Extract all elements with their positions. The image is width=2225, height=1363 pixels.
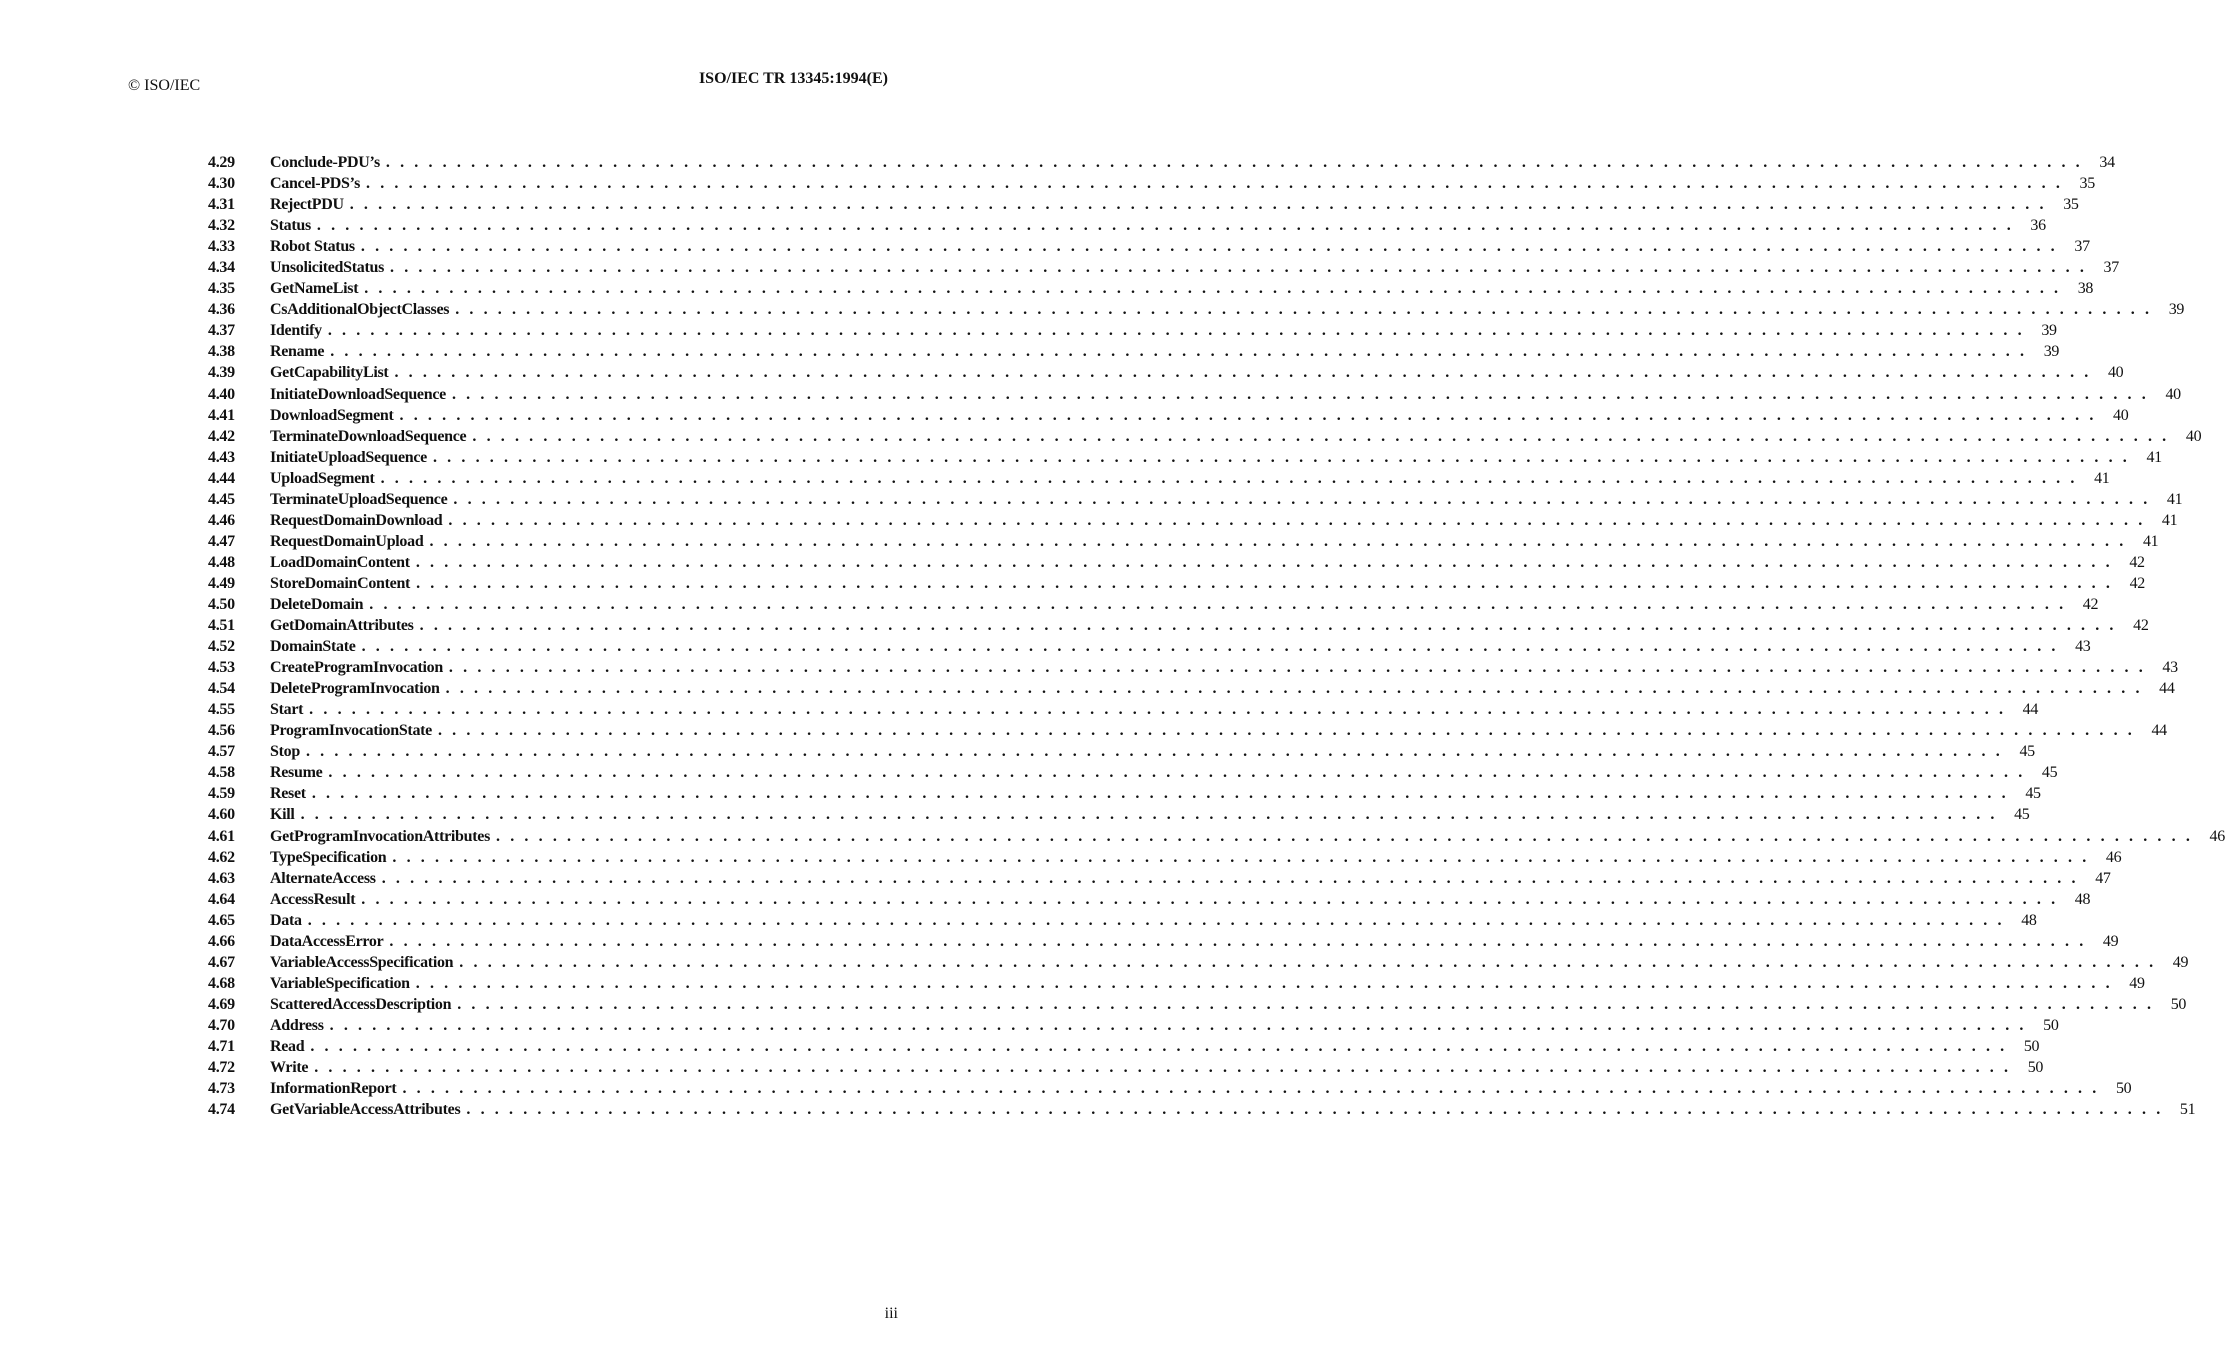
toc-entry-title: RequestDomainDownload	[270, 511, 443, 529]
toc-dot-leader: . . . . . . . . . . . . . . . . . . . . . . . . . . . . . . . . . . . . . . . . . . . . . . . . . . . . . . . . . . . . . . . . . . . . . . . . . . . . . . . . . . . . . . . . . . . . . . . . . . . . . . . . . . . . . . . . . . . . . . . .	[437, 722, 2135, 740]
toc-entry-number: 4.52	[208, 638, 235, 656]
toc-entry[interactable]	[208, 701, 2039, 722]
toc-entry[interactable]	[208, 364, 2124, 385]
toc-entry-title: Resume	[270, 764, 323, 782]
toc-dot-leader: . . . . . . . . . . . . . . . . . . . . . . . . . . . . . . . . . . . . . . . . . . . . . . . . . . . . . . . . . . . . . . . . . . . . . . . . . . . . . . . . . . . . . . . . . . . . . . . . . . . . . . . . . . . . . . . . . . . . . . . .	[305, 743, 2003, 761]
toc-entry-page: 35	[2063, 196, 2079, 214]
toc-entry[interactable]	[208, 848, 2122, 870]
toc-entry-title: StoreDomainContent	[270, 574, 411, 592]
toc-entry-number: 4.36	[208, 301, 235, 319]
toc-dot-leader: . . . . . . . . . . . . . . . . . . . . . . . . . . . . . . . . . . . . . . . . . . . . . . . . . . . . . . . . . . . . . . . . . . . . . . . . . . . . . . . . . . . . . . . . . . . . . . . . . . . . . . . . . . . . . . . . . . . . . . . .	[369, 595, 2067, 613]
toc-dot-leader: . . . . . . . . . . . . . . . . . . . . . . . . . . . . . . . . . . . . . . . . . . . . . . . . . . . . . . . . . . . . . . . . . . . . . . . . . . . . . . . . . . . . . . . . . . . . . . . . . . . . . . . . . . . . . . . . . . . . . . . .	[472, 427, 2170, 445]
toc-entry[interactable]	[208, 743, 2035, 764]
toc-entry-title: InitiateDownloadSequence	[270, 385, 446, 403]
toc-entry[interactable]	[208, 469, 2110, 491]
toc-entry-page: 46	[2105, 848, 2122, 866]
toc-entry-number: 4.54	[208, 680, 235, 698]
toc-entry-title: Start	[270, 701, 304, 719]
toc-entry-page: 40	[2165, 385, 2181, 403]
toc-dot-leader: . . . . . . . . . . . . . . . . . . . . . . . . . . . . . . . . . . . . . . . . . . . . . . . . . . . . . . . . . . . . . . . . . . . . . . . . . . . . . . . . . . . . . . . . . . . . . . . . . . . . . . . . . . . . . . . . . . . . . . . .	[429, 532, 2127, 550]
toc-entry-page: 43	[2075, 638, 2091, 656]
toc-entry-page: 42	[2129, 574, 2145, 592]
toc-dot-leader: . . . . . . . . . . . . . . . . . . . . . . . . . . . . . . . . . . . . . . . . . . . . . . . . . . . . . . . . . . . . . . . . . . . . . . . . . . . . . . . . . . . . . . . . . . . . . . . . . . . . . . . . . . . . . . . . . . . . . . . .	[380, 469, 2078, 487]
toc-entry-page: 44	[2151, 722, 2167, 740]
toc-entry[interactable]	[208, 280, 2094, 301]
toc-entry-page: 41	[2161, 511, 2178, 529]
toc-entry-page: 43	[2162, 659, 2178, 677]
header-copyright: © ISO/IEC	[128, 77, 201, 94]
toc-entry-page: 50	[2115, 1080, 2132, 1098]
toc-entry[interactable]	[208, 343, 2060, 364]
toc-entry-title: Reset	[270, 785, 306, 803]
toc-dot-leader: . . . . . . . . . . . . . . . . . . . . . . . . . . . . . . . . . . . . . . . . . . . . . . . . . . . . . . . . . . . . . . . . . . . . . . . . . . . . . . . . . . . . . . . . . . . . . . . . . . . . . . . . . . . . . . . . . . . . . . . .	[314, 1059, 2012, 1077]
toc-dot-leader: . . . . . . . . . . . . . . . . . . . . . . . . . . . . . . . . . . . . . . . . . . . . . . . . . . . . . . . . . . . . . . . . . . . . . . . . . . . . . . . . . . . . . . . . . . . . . . . . . . . . . . . . . . . . . . . . . . . . . . . .	[390, 259, 2087, 277]
toc-dot-leader: . . . . . . . . . . . . . . . . . . . . . . . . . . . . . . . . . . . . . . . . . . . . . . . . . . . . . . . . . . . . . . . . . . . . . . . . . . . . . . . . . . . . . . . . . . . . . . . . . . . . . . . . . . . . . . . . . . . . . . . .	[311, 785, 2009, 803]
toc-dot-leader: . . . . . . . . . . . . . . . . . . . . . . . . . . . . . . . . . . . . . . . . . . . . . . . . . . . . . . . . . . . . . . . . . . . . . . . . . . . . . . . . . . . . . . . . . . . . . . . . . . . . . . . . . . . . . . . . . . . . . . . .	[451, 385, 2149, 403]
toc-entry-number: 4.60	[208, 806, 235, 824]
toc-entry-number: 4.73	[208, 1080, 235, 1098]
toc-entry-title: RequestDomainUpload	[270, 532, 424, 550]
toc-entry-title: UnsolicitedStatus	[270, 259, 385, 277]
toc-entry-number: 4.70	[208, 1016, 235, 1034]
toc-entry-title: Address	[270, 1016, 324, 1034]
toc-entry[interactable]	[208, 175, 2095, 196]
toc-entry-page: 49	[2172, 953, 2189, 971]
toc-entry-number: 4.65	[208, 911, 235, 929]
toc-entry-page: 50	[2023, 1037, 2040, 1055]
toc-entry-number: 4.47	[208, 532, 235, 550]
toc-entry-number: 4.39	[208, 364, 235, 382]
toc-dot-leader: . . . . . . . . . . . . . . . . . . . . . . . . . . . . . . . . . . . . . . . . . . . . . . . . . . . . . . . . . . . . . . . . . . . . . . . . . . . . . . . . . . . . . . . . . . . . . . . . . . . . . . . . . . . . . . . . . . . . . . . .	[360, 238, 2058, 256]
toc-entry-page: 47	[2095, 869, 2111, 887]
toc-entry[interactable]	[208, 1101, 2196, 1122]
toc-entry-page: 40	[2107, 364, 2124, 382]
toc-dot-leader: . . . . . . . . . . . . . . . . . . . . . . . . . . . . . . . . . . . . . . . . . . . . . . . . . . . . . . . . . . . . . . . . . . . . . . . . . . . . . . . . . . . . . . . . . . . . . . . . . . . . . . . . . . . . . . . . . . . . . . . .	[445, 680, 2143, 698]
toc-entry-title: Write	[270, 1059, 309, 1077]
toc-dot-leader: . . . . . . . . . . . . . . . . . . . . . . . . . . . . . . . . . . . . . . . . . . . . . . . . . . . . . . . . . . . . . . . . . . . . . . . . . . . . . . . . . . . . . . . . . . . . . . . . . . . . . . . . . . . . . . . . . . . . . . . .	[432, 448, 2130, 466]
toc-dot-leader: . . . . . . . . . . . . . . . . . . . . . . . . . . . . . . . . . . . . . . . . . . . . . . . . . . . . . . . . . . . . . . . . . . . . . . . . . . . . . . . . . . . . . . . . . . . . . . . . . . . . . . . . . . . . . . . . . . . . . . . .	[453, 490, 2151, 508]
toc-entry-page: 42	[2082, 595, 2099, 613]
toc-entry-title: GetCapabilityList	[270, 364, 389, 382]
toc-entry-page: 36	[2030, 217, 2046, 235]
toc-entry-number: 4.63	[208, 869, 235, 887]
toc-entry[interactable]	[208, 1037, 2040, 1059]
toc-entry-title: Read	[270, 1037, 305, 1055]
toc-entry-number: 4.31	[208, 196, 235, 214]
toc-entry-title: DomainState	[270, 638, 356, 656]
toc-entry[interactable]	[208, 827, 2225, 849]
header-standard-id: ISO/IEC TR 13345:1994(E)	[698, 70, 888, 87]
toc-dot-leader: . . . . . . . . . . . . . . . . . . . . . . . . . . . . . . . . . . . . . . . . . . . . . . . . . . . . . . . . . . . . . . . . . . . . . . . . . . . . . . . . . . . . . . . . . . . . . . . . . . . . . . . . . . . . . . . . . . . . . . . .	[459, 953, 2157, 971]
toc-entry-number: 4.72	[208, 1059, 235, 1077]
toc-entry[interactable]	[208, 638, 2091, 659]
toc-entry-title: DownloadSegment	[270, 406, 394, 424]
toc-entry-page: 42	[2129, 553, 2145, 571]
toc-entry-title: AlternateAccess	[270, 869, 376, 887]
toc-entry-title: TypeSpecification	[270, 848, 387, 866]
toc-dot-leader: . . . . . . . . . . . . . . . . . . . . . . . . . . . . . . . . . . . . . . . . . . . . . . . . . . . . . . . . . . . . . . . . . . . . . . . . . . . . . . . . . . . . . . . . . . . . . . . . . . . . . . . . . . . . . . . . . . . . . . . .	[448, 659, 2146, 677]
toc-dot-leader: . . . . . . . . . . . . . . . . . . . . . . . . . . . . . . . . . . . . . . . . . . . . . . . . . . . . . . . . . . . . . . . . . . . . . . . . . . . . . . . . . . . . . . . . . . . . . . . . . . . . . . . . . . . . . . . . . . . . . . . .	[364, 280, 2062, 298]
toc-dot-leader: . . . . . . . . . . . . . . . . . . . . . . . . . . . . . . . . . . . . . . . . . . . . . . . . . . . . . . . . . . . . . . . . . . . . . . . . . . . . . . . . . . . . . . . . . . . . . . . . . . . . . . . . . . . . . . . . . . . . . . . .	[415, 553, 2113, 571]
toc-entry[interactable]	[208, 911, 2037, 933]
toc-entry-number: 4.57	[208, 743, 235, 761]
toc-entry-title: GetDomainAttributes	[270, 617, 414, 635]
toc-dot-leader: . . . . . . . . . . . . . . . . . . . . . . . . . . . . . . . . . . . . . . . . . . . . . . . . . . . . . . . . . . . . . . . . . . . . . . . . . . . . . . . . . . . . . . . . . . . . . . . . . . . . . . . . . . . . . . . . . . . . . . . .	[361, 890, 2059, 908]
toc-entry-title: LoadDomainContent	[270, 553, 410, 571]
toc-entry-number: 4.71	[208, 1037, 235, 1055]
toc-dot-leader: . . . . . . . . . . . . . . . . . . . . . . . . . . . . . . . . . . . . . . . . . . . . . . . . . . . . . . . . . . . . . . . . . . . . . . . . . . . . . . . . . . . . . . . . . . . . . . . . . . . . . . . . . . . . . . . . . . . . . . . .	[327, 322, 2025, 340]
toc-entry-page: 46	[2209, 827, 2225, 845]
toc-dot-leader: . . . . . . . . . . . . . . . . . . . . . . . . . . . . . . . . . . . . . . . . . . . . . . . . . . . . . . . . . . . . . . . . . . . . . . . . . . . . . . . . . . . . . . . . . . . . . . . . . . . . . . . . . . . . . . . . . . . . . . . .	[415, 974, 2113, 992]
toc-entry-number: 4.42	[208, 427, 235, 445]
toc-entry-page: 48	[2074, 890, 2091, 908]
toc-entry-page: 45	[2014, 806, 2030, 824]
toc-entry-number: 4.46	[208, 511, 235, 529]
toc-entry-page: 35	[2079, 175, 2095, 193]
toc-entry-title: Identify	[270, 322, 322, 340]
toc-entry-page: 49	[2102, 932, 2119, 950]
toc-entry[interactable]	[208, 595, 2099, 617]
toc-entry-page: 40	[2185, 427, 2202, 445]
toc-dot-leader: . . . . . . . . . . . . . . . . . . . . . . . . . . . . . . . . . . . . . . . . . . . . . . . . . . . . . . . . . . . . . . . . . . . . . . . . . . . . . . . . . . . . . . . . . . . . . . . . . . . . . . . . . . . . . . . . . . . . . . . .	[309, 701, 2007, 719]
toc-dot-leader: . . . . . . . . . . . . . . . . . . . . . . . . . . . . . . . . . . . . . . . . . . . . . . . . . . . . . . . . . . . . . . . . . . . . . . . . . . . . . . . . . . . . . . . . . . . . . . . . . . . . . . . . . . . . . . . . . . . . . . . .	[399, 406, 2097, 424]
toc-entry-page: 44	[2159, 680, 2175, 698]
toc-dot-leader: . . . . . . . . . . . . . . . . . . . . . . . . . . . . . . . . . . . . . . . . . . . . . . . . . . . . . . . . . . . . . . . . . . . . . . . . . . . . . . . . . . . . . . . . . . . . . . . . . . . . . . . . . . . . . . . . . . . . . . . .	[466, 1101, 2164, 1119]
toc-entry-page: 37	[2103, 259, 2119, 277]
toc-entry-title: Conclude-PDU’s	[270, 154, 380, 171]
toc-entry[interactable]	[208, 1080, 2132, 1101]
toc-entry-title: Data	[270, 911, 302, 929]
toc-entry-number: 4.62	[208, 848, 235, 866]
toc-dot-leader: . . . . . . . . . . . . . . . . . . . . . . . . . . . . . . . . . . . . . . . . . . . . . . . . . . . . . . . . . . . . . . . . . . . . . . . . . . . . . . . . . . . . . . . . . . . . . . . . . . . . . . . . . . . . . . . . . . . . . . . .	[307, 911, 2005, 929]
toc-dot-leader: . . . . . . . . . . . . . . . . . . . . . . . . . . . . . . . . . . . . . . . . . . . . . . . . . . . . . . . . . . . . . . . . . . . . . . . . . . . . . . . . . . . . . . . . . . . . . . . . . . . . . . . . . . . . . . . . . . . . . . . .	[366, 175, 2063, 193]
toc-entry-title: DeleteDomain	[270, 595, 364, 613]
toc-dot-leader: . . . . . . . . . . . . . . . . . . . . . . . . . . . . . . . . . . . . . . . . . . . . . . . . . . . . . . . . . . . . . . . . . . . . . . . . . . . . . . . . . . . . . . . . . . . . . . . . . . . . . . . . . . . . . . . . . . . . . . . .	[349, 196, 2047, 214]
toc-entry-number: 4.48	[208, 553, 235, 571]
toc-entry-title: InformationReport	[270, 1080, 397, 1098]
toc-entry[interactable]	[208, 617, 2149, 638]
toc-entry-page: 45	[2041, 764, 2058, 782]
toc-entry-page: 50	[2027, 1059, 2044, 1077]
toc-entry-title: CsAdditionalObjectClasses	[270, 301, 450, 319]
toc-entry-title: Rename	[270, 343, 325, 361]
toc-entry[interactable]	[208, 259, 2119, 280]
toc-entry-title: InitiateUploadSequence	[270, 448, 427, 466]
toc-entry-number: 4.44	[208, 469, 235, 487]
toc-entry-page: 45	[2019, 743, 2035, 761]
toc-entry-number: 4.32	[208, 217, 235, 235]
toc-entry-number: 4.56	[208, 722, 235, 740]
toc-entry[interactable]	[208, 574, 2145, 596]
toc-entry[interactable]	[208, 659, 2178, 680]
toc-entry-number: 4.68	[208, 974, 235, 992]
toc-dot-leader: . . . . . . . . . . . . . . . . . . . . . . . . . . . . . . . . . . . . . . . . . . . . . . . . . . . . . . . . . . . . . . . . . . . . . . . . . . . . . . . . . . . . . . . . . . . . . . . . . . . . . . . . . . . . . . . . . . . . . . . .	[328, 764, 2026, 782]
toc-entry-title: ProgramInvocationState	[270, 722, 432, 740]
toc-entry[interactable]	[208, 722, 2167, 743]
toc-entry[interactable]	[208, 680, 2175, 701]
toc-entry[interactable]	[208, 238, 2090, 259]
toc-entry-page: 49	[2129, 974, 2145, 992]
toc-entry[interactable]	[208, 806, 2030, 827]
toc-entry-page: 39	[2168, 301, 2185, 319]
toc-entry-number: 4.30	[208, 175, 235, 193]
toc-dot-leader: . . . . . . . . . . . . . . . . . . . . . . . . . . . . . . . . . . . . . . . . . . . . . . . . . . . . . . . . . . . . . . . . . . . . . . . . . . . . . . . . . . . . . . . . . . . . . . . . . . . . . . . . . . . . . . . . . . . . . . . .	[496, 827, 2193, 845]
toc-entry-title: ScatteredAccessDescription	[270, 995, 452, 1013]
toc-entry-title: CreateProgramInvocation	[270, 659, 443, 677]
toc-entry[interactable]	[208, 869, 2111, 891]
toc-entry[interactable]	[208, 532, 2159, 554]
toc-entry[interactable]	[208, 553, 2145, 575]
toc-entry[interactable]	[208, 890, 2091, 912]
toc-entry-title: GetVariableAccessAttributes	[270, 1101, 461, 1119]
toc-dot-leader: . . . . . . . . . . . . . . . . . . . . . . . . . . . . . . . . . . . . . . . . . . . . . . . . . . . . . . . . . . . . . . . . . . . . . . . . . . . . . . . . . . . . . . . . . . . . . . . . . . . . . . . . . . . . . . . . . . . . . . . .	[448, 511, 2146, 529]
toc-entry-number: 4.41	[208, 406, 235, 424]
toc-dot-leader: . . . . . . . . . . . . . . . . . . . . . . . . . . . . . . . . . . . . . . . . . . . . . . . . . . . . . . . . . . . . . . . . . . . . . . . . . . . . . . . . . . . . . . . . . . . . . . . . . . . . . . . . . . . . . . . . . . . . . . . .	[419, 617, 2117, 635]
toc-entry-title: UploadSegment	[270, 469, 375, 487]
toc-entry[interactable]	[208, 974, 2145, 996]
page-number: iii	[884, 1305, 898, 1322]
toc-entry-number: 4.43	[208, 448, 235, 466]
toc-entry[interactable]	[208, 764, 2058, 785]
toc-entry-page: 44	[2022, 701, 2039, 719]
toc-entry-page: 39	[2041, 322, 2057, 340]
toc-dot-leader: . . . . . . . . . . . . . . . . . . . . . . . . . . . . . . . . . . . . . . . . . . . . . . . . . . . . . . . . . . . . . . . . . . . . . . . . . . . . . . . . . . . . . . . . . . . . . . . . . . . . . . . . . . . . . . . . . . . . . . . .	[457, 995, 2155, 1013]
toc-entry-title: Stop	[270, 743, 300, 761]
toc-entry[interactable]	[208, 1016, 2059, 1038]
toc-entry-number: 4.55	[208, 701, 235, 719]
toc-entry-number: 4.40	[208, 385, 235, 403]
toc-entry[interactable]	[208, 301, 2185, 322]
toc-dot-leader: . . . . . . . . . . . . . . . . . . . . . . . . . . . . . . . . . . . . . . . . . . . . . . . . . . . . . . . . . . . . . . . . . . . . . . . . . . . . . . . . . . . . . . . . . . . . . . . . . . . . . . . . . . . . . . . . . . . . . . . .	[455, 301, 2153, 319]
toc-entry-page: 51	[2179, 1101, 2196, 1119]
toc-dot-leader: . . . . . . . . . . . . . . . . . . . . . . . . . . . . . . . . . . . . . . . . . . . . . . . . . . . . . . . . . . . . . . . . . . . . . . . . . . . . . . . . . . . . . . . . . . . . . . . . . . . . . . . . . . . . . . . . . . . . . . . .	[300, 806, 1998, 824]
toc-entry-title: TerminateUploadSequence	[270, 490, 448, 508]
toc-entry-page: 40	[2113, 406, 2129, 424]
toc-dot-leader: . . . . . . . . . . . . . . . . . . . . . . . . . . . . . . . . . . . . . . . . . . . . . . . . . . . . . . . . . . . . . . . . . . . . . . . . . . . . . . . . . . . . . . . . . . . . . . . . . . . . . . . . . . . . . . . . . . . . . . . .	[381, 869, 2079, 887]
toc-entry-number: 4.69	[208, 995, 235, 1013]
toc-entry-number: 4.37	[208, 322, 235, 340]
toc-dot-leader: . . . . . . . . . . . . . . . . . . . . . . . . . . . . . . . . . . . . . . . . . . . . . . . . . . . . . . . . . . . . . . . . . . . . . . . . . . . . . . . . . . . . . . . . . . . . . . . . . . . . . . . . . . . . . . . . . . . . . . . .	[329, 1016, 2027, 1034]
toc-dot-leader: . . . . . . . . . . . . . . . . . . . . . . . . . . . . . . . . . . . . . . . . . . . . . . . . . . . . . . . . . . . . . . . . . . . . . . . . . . . . . . . . . . . . . . . . . . . . . . . . . . . . . . . . . . . . . . . . . . . . . . . .	[310, 1037, 2008, 1055]
toc-entry-page: 39	[2043, 343, 2060, 361]
toc-dot-leader: . . . . . . . . . . . . . . . . . . . . . . . . . . . . . . . . . . . . . . . . . . . . . . . . . . . . . . . . . . . . . . . . . . . . . . . . . . . . . . . . . . . . . . . . . . . . . . . . . . . . . . . . . . . . . . . . . . . . . . . .	[316, 217, 2014, 235]
toc-entry-page: 50	[2043, 1016, 2059, 1034]
toc-entry-number: 4.34	[208, 259, 235, 277]
toc-entry[interactable]	[208, 406, 2129, 428]
toc-entry-number: 4.50	[208, 595, 235, 613]
toc-entry[interactable]	[208, 385, 2181, 407]
toc-entry-title: Cancel-PDS’s	[270, 175, 361, 193]
toc-entry-title: TerminateDownloadSequence	[270, 427, 467, 445]
toc-entry[interactable]	[208, 154, 2115, 175]
toc-entry-title: GetProgramInvocationAttributes	[270, 827, 491, 845]
toc-entry-number: 4.74	[208, 1101, 235, 1119]
toc-entry-number: 4.61	[208, 827, 235, 845]
toc-entry-number: 4.64	[208, 890, 235, 908]
toc-entry-number: 4.59	[208, 785, 235, 803]
toc-entry[interactable]	[208, 217, 2046, 238]
toc-entry-title: VariableSpecification	[270, 974, 410, 992]
toc-entry-title: Robot Status	[270, 238, 355, 256]
toc-entry-number: 4.35	[208, 280, 235, 298]
toc-entry-number: 4.49	[208, 574, 235, 592]
toc-entry-page: 42	[2133, 617, 2149, 635]
toc-dot-leader: . . . . . . . . . . . . . . . . . . . . . . . . . . . . . . . . . . . . . . . . . . . . . . . . . . . . . . . . . . . . . . . . . . . . . . . . . . . . . . . . . . . . . . . . . . . . . . . . . . . . . . . . . . . . . . . . . . . . . . . .	[330, 343, 2028, 361]
toc-entry-number: 4.66	[208, 932, 235, 950]
toc-entry-page: 48	[2021, 911, 2037, 929]
toc-entry-page: 41	[2142, 532, 2159, 550]
toc-entry[interactable]	[208, 490, 2183, 512]
toc-entry[interactable]	[208, 1059, 2044, 1080]
toc-entry[interactable]	[208, 953, 2189, 975]
toc-entry[interactable]	[208, 785, 2041, 806]
table-of-contents	[208, 154, 2225, 1122]
toc-entry-page: 50	[2170, 995, 2187, 1013]
toc-dot-leader: . . . . . . . . . . . . . . . . . . . . . . . . . . . . . . . . . . . . . . . . . . . . . . . . . . . . . . . . . . . . . . . . . . . . . . . . . . . . . . . . . . . . . . . . . . . . . . . . . . . . . . . . . . . . . . . . . . . . . . . .	[416, 574, 2113, 592]
toc-dot-leader: . . . . . . . . . . . . . . . . . . . . . . . . . . . . . . . . . . . . . . . . . . . . . . . . . . . . . . . . . . . . . . . . . . . . . . . . . . . . . . . . . . . . . . . . . . . . . . . . . . . . . . . . . . . . . . . . . . . . . . . .	[385, 154, 2083, 171]
toc-entry-number: 4.53	[208, 659, 235, 677]
toc-entry-title: Kill	[270, 806, 295, 824]
toc-entry-page: 38	[2077, 280, 2094, 298]
toc-entry[interactable]	[208, 322, 2057, 343]
toc-dot-leader: . . . . . . . . . . . . . . . . . . . . . . . . . . . . . . . . . . . . . . . . . . . . . . . . . . . . . . . . . . . . . . . . . . . . . . . . . . . . . . . . . . . . . . . . . . . . . . . . . . . . . . . . . . . . . . . . . . . . . . . .	[392, 848, 2090, 866]
toc-entry-number: 4.33	[208, 238, 235, 256]
toc-entry[interactable]	[208, 511, 2178, 533]
toc-entry-page: 41	[2094, 469, 2110, 487]
toc-dot-leader: . . . . . . . . . . . . . . . . . . . . . . . . . . . . . . . . . . . . . . . . . . . . . . . . . . . . . . . . . . . . . . . . . . . . . . . . . . . . . . . . . . . . . . . . . . . . . . . . . . . . . . . . . . . . . . . . . . . . . . . .	[394, 364, 2092, 382]
toc-entry-number: 4.45	[208, 490, 235, 508]
toc-entry[interactable]	[208, 427, 2202, 449]
toc-dot-leader: . . . . . . . . . . . . . . . . . . . . . . . . . . . . . . . . . . . . . . . . . . . . . . . . . . . . . . . . . . . . . . . . . . . . . . . . . . . . . . . . . . . . . . . . . . . . . . . . . . . . . . . . . . . . . . . . . . . . . . . .	[389, 932, 2087, 950]
toc-entry-page: 41	[2166, 490, 2183, 508]
toc-entry-number: 4.67	[208, 953, 235, 971]
toc-entry-page: 37	[2074, 238, 2090, 256]
toc-entry-title: DeleteProgramInvocation	[270, 680, 440, 698]
toc-entry-page: 41	[2146, 448, 2162, 466]
toc-entry-title: GetNameList	[270, 280, 359, 298]
toc-entry[interactable]	[208, 448, 2162, 470]
toc-entry-number: 4.58	[208, 764, 235, 782]
toc-entry-title: VariableAccessSpecification	[270, 953, 454, 971]
toc-entry-title: DataAccessError	[270, 932, 384, 950]
toc-entry-number: 4.29	[208, 154, 235, 171]
toc-entry[interactable]	[208, 932, 2119, 954]
toc-entry-page: 34	[2099, 154, 2115, 171]
toc-dot-leader: . . . . . . . . . . . . . . . . . . . . . . . . . . . . . . . . . . . . . . . . . . . . . . . . . . . . . . . . . . . . . . . . . . . . . . . . . . . . . . . . . . . . . . . . . . . . . . . . . . . . . . . . . . . . . . . . . . . . . . . .	[402, 1080, 2100, 1098]
toc-entry[interactable]	[208, 995, 2187, 1017]
toc-entry-page: 45	[2025, 785, 2041, 803]
toc-entry-title: AccessResult	[270, 890, 356, 908]
toc-entry-title: RejectPDU	[270, 196, 344, 214]
toc-entry-number: 4.38	[208, 343, 235, 361]
toc-entry-title: Status	[270, 217, 311, 235]
toc-dot-leader: . . . . . . . . . . . . . . . . . . . . . . . . . . . . . . . . . . . . . . . . . . . . . . . . . . . . . . . . . . . . . . . . . . . . . . . . . . . . . . . . . . . . . . . . . . . . . . . . . . . . . . . . . . . . . . . . . . . . . . . .	[361, 638, 2059, 656]
toc-entry[interactable]	[208, 196, 2079, 217]
toc-entry-number: 4.51	[208, 617, 235, 635]
